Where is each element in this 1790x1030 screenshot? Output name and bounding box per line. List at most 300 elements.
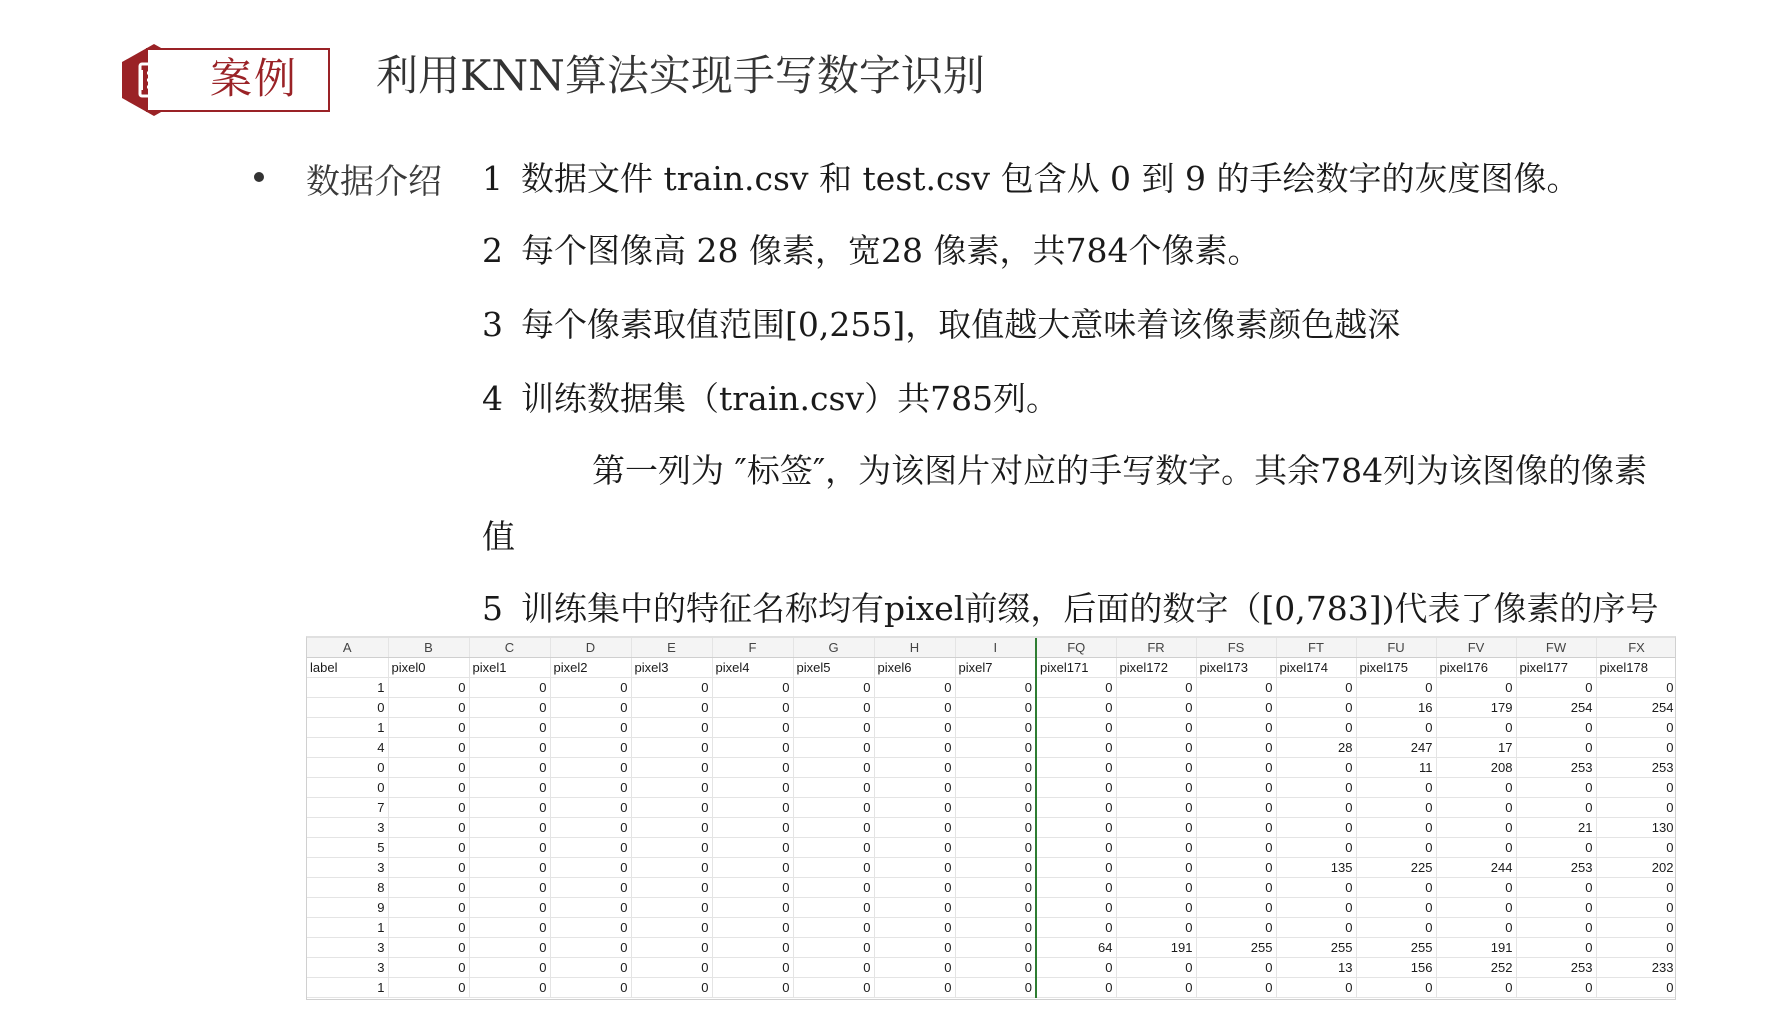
table-cell[interactable]: 0 [955, 938, 1036, 958]
table-cell[interactable]: 0 [1516, 678, 1596, 698]
table-cell[interactable]: 179 [1436, 698, 1516, 718]
table-cell[interactable]: 0 [712, 898, 793, 918]
table-cell[interactable]: 0 [1116, 718, 1196, 738]
table-cell[interactable]: 0 [388, 798, 469, 818]
table-cell[interactable]: 0 [955, 818, 1036, 838]
table-cell[interactable]: 0 [1196, 858, 1276, 878]
table-cell[interactable]: 8 [307, 878, 388, 898]
table-cell[interactable]: 0 [1036, 778, 1116, 798]
table-cell[interactable]: 0 [1596, 738, 1676, 758]
table-cell[interactable]: 0 [874, 958, 955, 978]
table-cell[interactable]: 0 [712, 938, 793, 958]
table-cell[interactable]: 253 [1516, 858, 1596, 878]
table-cell[interactable]: 0 [874, 898, 955, 918]
table-cell[interactable]: 255 [1356, 938, 1436, 958]
table-cell[interactable]: 0 [1436, 978, 1516, 998]
table-cell[interactable]: 0 [1196, 778, 1276, 798]
table-cell[interactable]: 233 [1596, 958, 1676, 978]
table-cell[interactable]: 9 [307, 898, 388, 918]
table-cell[interactable]: 0 [469, 718, 550, 738]
table-cell[interactable]: 0 [469, 798, 550, 818]
table-cell[interactable]: 0 [712, 978, 793, 998]
table-cell[interactable]: 0 [1436, 918, 1516, 938]
table-cell[interactable]: 0 [1036, 798, 1116, 818]
table-cell[interactable]: 0 [469, 738, 550, 758]
table-cell[interactable]: 0 [1196, 718, 1276, 738]
table-cell[interactable]: 0 [1036, 818, 1116, 838]
table-cell[interactable]: 0 [388, 718, 469, 738]
column-letter-cell[interactable]: B [388, 638, 469, 658]
table-cell[interactable]: 0 [874, 778, 955, 798]
table-cell[interactable]: 0 [1516, 778, 1596, 798]
table-cell[interactable]: 0 [1596, 718, 1676, 738]
table-cell[interactable]: 0 [712, 918, 793, 938]
table-cell[interactable]: 0 [1116, 818, 1196, 838]
table-cell[interactable]: 0 [1516, 838, 1596, 858]
table-cell[interactable]: 0 [1516, 738, 1596, 758]
table-cell[interactable]: 0 [388, 878, 469, 898]
table-cell[interactable]: 3 [307, 938, 388, 958]
header-cell[interactable]: pixel7 [955, 658, 1036, 678]
table-cell[interactable]: 0 [1436, 798, 1516, 818]
table-cell[interactable]: 0 [712, 678, 793, 698]
table-cell[interactable]: 3 [307, 818, 388, 838]
table-cell[interactable]: 1 [307, 718, 388, 738]
table-cell[interactable]: 0 [550, 678, 631, 698]
table-cell[interactable]: 0 [874, 978, 955, 998]
table-cell[interactable]: 0 [712, 738, 793, 758]
table-cell[interactable]: 0 [631, 798, 712, 818]
header-cell[interactable]: pixel174 [1276, 658, 1356, 678]
table-cell[interactable]: 0 [1356, 978, 1436, 998]
table-cell[interactable]: 0 [1356, 898, 1436, 918]
column-letter-cell[interactable]: H [874, 638, 955, 658]
table-cell[interactable]: 191 [1116, 938, 1196, 958]
table-cell[interactable]: 0 [1516, 718, 1596, 738]
table-cell[interactable]: 0 [1596, 798, 1676, 818]
table-cell[interactable]: 0 [1276, 718, 1356, 738]
table-cell[interactable]: 0 [388, 858, 469, 878]
table-cell[interactable]: 0 [307, 698, 388, 718]
table-cell[interactable]: 0 [1276, 878, 1356, 898]
table-cell[interactable]: 0 [874, 818, 955, 838]
column-letter-cell[interactable]: E [631, 638, 712, 658]
table-cell[interactable]: 0 [631, 958, 712, 978]
table-cell[interactable]: 0 [1196, 818, 1276, 838]
column-letter-cell[interactable]: FU [1356, 638, 1436, 658]
header-cell[interactable]: pixel4 [712, 658, 793, 678]
header-cell[interactable]: pixel178 [1596, 658, 1676, 678]
table-cell[interactable]: 0 [874, 718, 955, 738]
table-cell[interactable]: 0 [388, 958, 469, 978]
table-cell[interactable]: 0 [1116, 678, 1196, 698]
table-cell[interactable]: 0 [631, 878, 712, 898]
table-cell[interactable]: 247 [1356, 738, 1436, 758]
table-cell[interactable]: 3 [307, 858, 388, 878]
table-cell[interactable]: 0 [307, 758, 388, 778]
table-cell[interactable]: 0 [1116, 978, 1196, 998]
table-cell[interactable]: 0 [1116, 698, 1196, 718]
table-cell[interactable]: 0 [550, 738, 631, 758]
table-cell[interactable]: 0 [955, 698, 1036, 718]
table-cell[interactable]: 0 [1196, 738, 1276, 758]
table-cell[interactable]: 130 [1596, 818, 1676, 838]
table-cell[interactable]: 0 [874, 938, 955, 958]
table-cell[interactable]: 0 [1596, 938, 1676, 958]
table-cell[interactable]: 0 [1356, 838, 1436, 858]
table-cell[interactable]: 0 [469, 678, 550, 698]
table-cell[interactable]: 0 [1516, 918, 1596, 938]
table-cell[interactable]: 0 [874, 698, 955, 718]
table-cell[interactable]: 0 [955, 898, 1036, 918]
table-cell[interactable]: 0 [1596, 878, 1676, 898]
table-cell[interactable]: 0 [550, 958, 631, 978]
table-cell[interactable]: 0 [793, 898, 874, 918]
table-cell[interactable]: 0 [1276, 818, 1356, 838]
table-cell[interactable]: 0 [1196, 958, 1276, 978]
table-cell[interactable]: 5 [307, 838, 388, 858]
table-cell[interactable]: 0 [1196, 878, 1276, 898]
table-cell[interactable]: 0 [469, 858, 550, 878]
table-cell[interactable]: 0 [1196, 798, 1276, 818]
table-cell[interactable]: 0 [1196, 678, 1276, 698]
table-cell[interactable]: 0 [1276, 898, 1356, 918]
table-cell[interactable]: 0 [1516, 878, 1596, 898]
table-cell[interactable]: 0 [793, 978, 874, 998]
table-cell[interactable]: 0 [388, 818, 469, 838]
table-cell[interactable]: 0 [793, 778, 874, 798]
table-cell[interactable]: 0 [631, 938, 712, 958]
table-cell[interactable]: 0 [1036, 678, 1116, 698]
header-cell[interactable]: pixel176 [1436, 658, 1516, 678]
column-letter-cell[interactable]: C [469, 638, 550, 658]
table-cell[interactable]: 0 [712, 798, 793, 818]
table-cell[interactable]: 0 [388, 898, 469, 918]
header-cell[interactable]: pixel3 [631, 658, 712, 678]
table-cell[interactable]: 0 [1436, 678, 1516, 698]
table-cell[interactable]: 0 [1196, 838, 1276, 858]
table-cell[interactable]: 0 [631, 978, 712, 998]
table-cell[interactable]: 253 [1516, 758, 1596, 778]
table-cell[interactable]: 0 [550, 758, 631, 778]
table-cell[interactable]: 0 [1036, 738, 1116, 758]
table-cell[interactable]: 255 [1276, 938, 1356, 958]
header-cell[interactable]: pixel2 [550, 658, 631, 678]
table-cell[interactable]: 0 [1516, 898, 1596, 918]
table-cell[interactable]: 0 [307, 778, 388, 798]
table-cell[interactable]: 21 [1516, 818, 1596, 838]
table-cell[interactable]: 0 [874, 758, 955, 778]
table-cell[interactable]: 7 [307, 798, 388, 818]
table-cell[interactable]: 225 [1356, 858, 1436, 878]
table-cell[interactable]: 1 [307, 918, 388, 938]
table-cell[interactable]: 0 [955, 838, 1036, 858]
table-cell[interactable]: 0 [955, 678, 1036, 698]
table-cell[interactable]: 253 [1516, 958, 1596, 978]
table-cell[interactable]: 0 [1036, 698, 1116, 718]
table-cell[interactable]: 0 [712, 878, 793, 898]
table-cell[interactable]: 0 [550, 798, 631, 818]
table-cell[interactable]: 0 [388, 698, 469, 718]
table-cell[interactable]: 0 [1116, 738, 1196, 758]
table-cell[interactable]: 0 [874, 838, 955, 858]
table-cell[interactable]: 0 [1596, 898, 1676, 918]
table-cell[interactable]: 0 [793, 858, 874, 878]
table-cell[interactable]: 254 [1516, 698, 1596, 718]
table-cell[interactable]: 0 [955, 798, 1036, 818]
table-cell[interactable]: 3 [307, 958, 388, 978]
table-cell[interactable]: 0 [955, 778, 1036, 798]
table-cell[interactable]: 0 [1036, 758, 1116, 778]
table-cell[interactable]: 1 [307, 678, 388, 698]
column-letter-cell[interactable]: FT [1276, 638, 1356, 658]
header-cell[interactable]: pixel172 [1116, 658, 1196, 678]
table-cell[interactable]: 13 [1276, 958, 1356, 978]
table-cell[interactable]: 0 [550, 978, 631, 998]
table-cell[interactable]: 0 [955, 878, 1036, 898]
table-cell[interactable]: 0 [1516, 978, 1596, 998]
table-cell[interactable]: 64 [1036, 938, 1116, 958]
column-letter-cell[interactable]: D [550, 638, 631, 658]
table-cell[interactable]: 0 [1276, 678, 1356, 698]
table-cell[interactable]: 0 [955, 918, 1036, 938]
table-cell[interactable]: 0 [469, 878, 550, 898]
table-cell[interactable]: 0 [631, 718, 712, 738]
table-cell[interactable]: 0 [1116, 798, 1196, 818]
table-cell[interactable]: 0 [469, 778, 550, 798]
table-cell[interactable]: 1 [307, 978, 388, 998]
table-cell[interactable]: 0 [550, 938, 631, 958]
table-cell[interactable]: 0 [631, 698, 712, 718]
table-cell[interactable]: 0 [1036, 838, 1116, 858]
column-letter-cell[interactable]: A [307, 638, 388, 658]
header-cell[interactable]: pixel0 [388, 658, 469, 678]
table-cell[interactable]: 0 [712, 698, 793, 718]
table-cell[interactable]: 0 [793, 958, 874, 978]
table-cell[interactable]: 0 [1276, 838, 1356, 858]
table-cell[interactable]: 0 [793, 838, 874, 858]
table-cell[interactable]: 16 [1356, 698, 1436, 718]
table-cell[interactable]: 0 [1196, 898, 1276, 918]
table-cell[interactable]: 252 [1436, 958, 1516, 978]
table-cell[interactable]: 0 [1116, 758, 1196, 778]
table-cell[interactable]: 0 [793, 758, 874, 778]
table-cell[interactable]: 0 [955, 738, 1036, 758]
table-cell[interactable]: 0 [1276, 798, 1356, 818]
table-cell[interactable]: 0 [1516, 798, 1596, 818]
table-cell[interactable]: 0 [793, 918, 874, 938]
table-cell[interactable]: 17 [1436, 738, 1516, 758]
table-cell[interactable]: 0 [550, 698, 631, 718]
table-cell[interactable]: 0 [631, 858, 712, 878]
table-cell[interactable]: 0 [1116, 918, 1196, 938]
table-cell[interactable]: 0 [1436, 778, 1516, 798]
header-cell[interactable]: pixel177 [1516, 658, 1596, 678]
table-cell[interactable]: 0 [955, 718, 1036, 738]
table-cell[interactable]: 0 [1036, 918, 1116, 938]
column-letter-cell[interactable]: G [793, 638, 874, 658]
table-cell[interactable]: 255 [1196, 938, 1276, 958]
table-cell[interactable]: 0 [550, 918, 631, 938]
table-cell[interactable]: 0 [1356, 878, 1436, 898]
table-cell[interactable]: 0 [1596, 778, 1676, 798]
table-cell[interactable]: 208 [1436, 758, 1516, 778]
table-cell[interactable]: 0 [631, 838, 712, 858]
table-cell[interactable]: 0 [1596, 978, 1676, 998]
table-cell[interactable]: 0 [1436, 718, 1516, 738]
table-cell[interactable]: 0 [631, 758, 712, 778]
header-cell[interactable]: pixel173 [1196, 658, 1276, 678]
table-cell[interactable]: 0 [550, 858, 631, 878]
table-cell[interactable]: 0 [1276, 698, 1356, 718]
table-cell[interactable]: 0 [550, 718, 631, 738]
table-cell[interactable]: 0 [1036, 718, 1116, 738]
table-cell[interactable]: 0 [1356, 918, 1436, 938]
table-cell[interactable]: 0 [1356, 718, 1436, 738]
column-letter-cell[interactable]: FW [1516, 638, 1596, 658]
table-cell[interactable]: 0 [550, 838, 631, 858]
table-cell[interactable]: 0 [1116, 778, 1196, 798]
table-cell[interactable]: 135 [1276, 858, 1356, 878]
table-cell[interactable]: 0 [955, 858, 1036, 878]
table-cell[interactable]: 0 [874, 798, 955, 818]
table-cell[interactable]: 0 [1276, 778, 1356, 798]
header-cell[interactable]: pixel171 [1036, 658, 1116, 678]
table-cell[interactable]: 0 [793, 798, 874, 818]
table-cell[interactable]: 0 [388, 918, 469, 938]
table-cell[interactable]: 0 [1036, 878, 1116, 898]
column-letter-cell[interactable]: FQ [1036, 638, 1116, 658]
table-cell[interactable]: 0 [469, 978, 550, 998]
table-cell[interactable]: 0 [631, 898, 712, 918]
table-cell[interactable]: 0 [388, 738, 469, 758]
table-cell[interactable]: 0 [793, 678, 874, 698]
table-cell[interactable]: 0 [388, 758, 469, 778]
table-cell[interactable]: 0 [1596, 678, 1676, 698]
table-cell[interactable]: 0 [469, 758, 550, 778]
table-cell[interactable]: 0 [1356, 818, 1436, 838]
table-cell[interactable]: 0 [1436, 898, 1516, 918]
table-cell[interactable]: 0 [1116, 878, 1196, 898]
table-cell[interactable]: 244 [1436, 858, 1516, 878]
table-cell[interactable]: 0 [1116, 838, 1196, 858]
table-cell[interactable]: 0 [631, 818, 712, 838]
table-cell[interactable]: 0 [793, 738, 874, 758]
table-cell[interactable]: 0 [712, 858, 793, 878]
table-cell[interactable]: 0 [793, 698, 874, 718]
table-cell[interactable]: 0 [1596, 918, 1676, 938]
table-cell[interactable]: 0 [388, 938, 469, 958]
table-cell[interactable]: 0 [550, 818, 631, 838]
table-cell[interactable]: 0 [388, 838, 469, 858]
column-letter-cell[interactable]: I [955, 638, 1036, 658]
table-cell[interactable]: 0 [1116, 858, 1196, 878]
table-cell[interactable]: 0 [1196, 918, 1276, 938]
table-cell[interactable]: 0 [1276, 918, 1356, 938]
table-cell[interactable]: 0 [712, 838, 793, 858]
table-cell[interactable]: 0 [1356, 778, 1436, 798]
table-cell[interactable]: 0 [631, 778, 712, 798]
table-cell[interactable]: 0 [1276, 978, 1356, 998]
table-cell[interactable]: 0 [1036, 958, 1116, 978]
table-cell[interactable]: 0 [955, 978, 1036, 998]
table-cell[interactable]: 0 [550, 878, 631, 898]
table-cell[interactable]: 0 [1436, 838, 1516, 858]
table-cell[interactable]: 0 [712, 718, 793, 738]
table-cell[interactable]: 4 [307, 738, 388, 758]
table-cell[interactable]: 0 [388, 778, 469, 798]
table-cell[interactable]: 0 [1276, 758, 1356, 778]
table-cell[interactable]: 0 [712, 818, 793, 838]
column-letter-cell[interactable]: FS [1196, 638, 1276, 658]
column-letter-cell[interactable]: FV [1436, 638, 1516, 658]
table-cell[interactable]: 0 [1196, 758, 1276, 778]
table-cell[interactable]: 0 [469, 818, 550, 838]
table-cell[interactable]: 0 [1036, 898, 1116, 918]
table-cell[interactable]: 0 [874, 918, 955, 938]
table-cell[interactable]: 0 [631, 918, 712, 938]
table-cell[interactable]: 0 [550, 778, 631, 798]
table-cell[interactable]: 0 [793, 718, 874, 738]
table-cell[interactable]: 0 [955, 958, 1036, 978]
table-cell[interactable]: 0 [793, 938, 874, 958]
table-cell[interactable]: 0 [469, 698, 550, 718]
table-cell[interactable]: 0 [388, 678, 469, 698]
table-cell[interactable]: 0 [874, 858, 955, 878]
table-cell[interactable]: 0 [1596, 838, 1676, 858]
table-cell[interactable]: 0 [874, 678, 955, 698]
header-cell[interactable]: pixel5 [793, 658, 874, 678]
table-cell[interactable]: 0 [469, 958, 550, 978]
table-cell[interactable]: 0 [1036, 978, 1116, 998]
table-cell[interactable]: 0 [469, 838, 550, 858]
table-cell[interactable]: 0 [1196, 698, 1276, 718]
table-cell[interactable]: 28 [1276, 738, 1356, 758]
table-cell[interactable]: 0 [550, 898, 631, 918]
table-cell[interactable]: 0 [1116, 898, 1196, 918]
header-cell[interactable]: pixel1 [469, 658, 550, 678]
table-cell[interactable]: 0 [1516, 938, 1596, 958]
table-cell[interactable]: 0 [1436, 818, 1516, 838]
table-cell[interactable]: 0 [712, 758, 793, 778]
header-cell[interactable]: pixel6 [874, 658, 955, 678]
table-cell[interactable]: 0 [469, 938, 550, 958]
table-cell[interactable]: 11 [1356, 758, 1436, 778]
table-cell[interactable]: 0 [388, 978, 469, 998]
table-cell[interactable]: 0 [955, 758, 1036, 778]
table-cell[interactable]: 0 [631, 678, 712, 698]
column-letter-cell[interactable]: F [712, 638, 793, 658]
column-letter-cell[interactable]: FX [1596, 638, 1676, 658]
table-cell[interactable]: 0 [1436, 878, 1516, 898]
table-cell[interactable]: 0 [1356, 798, 1436, 818]
table-cell[interactable]: 0 [469, 918, 550, 938]
table-cell[interactable]: 0 [1196, 978, 1276, 998]
table-cell[interactable]: 0 [1116, 958, 1196, 978]
table-cell[interactable]: 0 [1036, 858, 1116, 878]
column-letter-cell[interactable]: FR [1116, 638, 1196, 658]
table-cell[interactable]: 0 [469, 898, 550, 918]
table-cell[interactable]: 202 [1596, 858, 1676, 878]
table-cell[interactable]: 0 [712, 958, 793, 978]
header-cell[interactable]: label [307, 658, 388, 678]
table-cell[interactable]: 156 [1356, 958, 1436, 978]
header-cell[interactable]: pixel175 [1356, 658, 1436, 678]
table-cell[interactable]: 0 [631, 738, 712, 758]
table-cell[interactable]: 253 [1596, 758, 1676, 778]
table-cell[interactable]: 0 [874, 738, 955, 758]
table-cell[interactable]: 0 [874, 878, 955, 898]
